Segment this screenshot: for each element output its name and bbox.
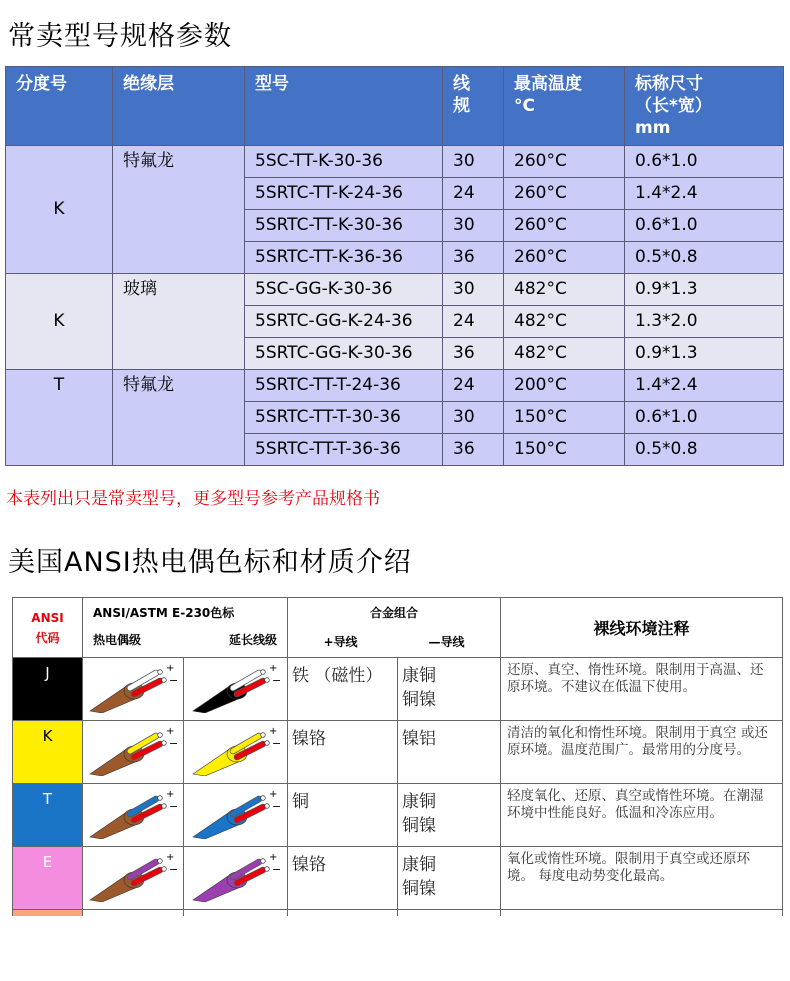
model-cell: 5SC-GG-K-30-36 — [245, 274, 443, 306]
grade-cell: K — [6, 274, 113, 370]
temp-cell: 150°C — [504, 434, 625, 466]
extension-grade-cell — [184, 784, 288, 847]
env-note-cell: 清洁的氧化和惰性环境。限制用于真空 或还原环境。温度范围广。最常用的分度号。 — [501, 721, 783, 784]
header-size — [625, 67, 784, 146]
header-size-line3: mm — [635, 118, 671, 138]
table-row — [6, 274, 784, 306]
cable-icon — [88, 787, 178, 839]
size-cell: 0.6*1.0 — [625, 210, 784, 242]
wire-tip-2 — [162, 867, 167, 872]
negative-lead-cell — [398, 658, 501, 721]
alloy-label: 合金组合 — [370, 606, 419, 620]
extension-grade-cell — [184, 721, 288, 784]
env-header: 裸线环境注释 — [501, 598, 783, 658]
cable-icon — [191, 724, 281, 776]
temp-cell: 260°C — [504, 178, 625, 210]
plus-sign: + — [166, 852, 175, 863]
size-cell: 0.9*1.3 — [625, 338, 784, 370]
thermocouple-grade-cell — [83, 658, 184, 721]
size-cell: 0.6*1.0 — [625, 402, 784, 434]
wire-tip-2 — [264, 741, 269, 746]
negative-lead-cell — [398, 847, 501, 910]
negative-lead-label: —导线 — [428, 635, 465, 649]
temp-cell: 150°C — [504, 402, 625, 434]
minus-sign: − — [271, 737, 281, 750]
ansi-code-cell: T — [13, 784, 83, 847]
insulation-cell: 玻璃 — [113, 274, 245, 370]
ansi-code-header-line1: ANSI — [31, 610, 64, 625]
negative-lead-alloy: 康铜 — [402, 792, 437, 812]
plus-sign: + — [268, 726, 277, 737]
gauge-cell: 36 — [443, 434, 504, 466]
plus-sign: + — [268, 852, 277, 863]
ansi-section-title: 美国ANSI热电偶色标和材质介绍 — [8, 547, 412, 578]
color-code-label: ANSI/ASTM E-230色标 — [93, 606, 235, 620]
wire-tip-2 — [264, 678, 269, 683]
header-size-line2: （长*宽） — [635, 96, 712, 116]
model-cell: 5SC-TT-K-30-36 — [245, 146, 443, 178]
negative-lead-alloy: 铜镍 — [402, 816, 437, 836]
wire-tip-1 — [158, 796, 163, 801]
positive-lead-cell: 镍铬 — [288, 847, 398, 910]
ansi-cut-row — [13, 910, 783, 916]
plus-sign: + — [166, 726, 175, 737]
wire-tip-2 — [162, 741, 167, 746]
spec-header-row — [6, 67, 784, 146]
model-cell: 5SRTC-GG-K-30-36 — [245, 338, 443, 370]
env-note-cell: 氧化或惰性环境。限制用于真空或还原环境。 每度电动势变化最高。 — [501, 847, 783, 910]
minus-sign: − — [169, 800, 178, 813]
grade-cell: T — [6, 370, 113, 466]
wire-tip-1 — [158, 670, 163, 675]
plus-sign: + — [166, 789, 175, 800]
thermocouple-grade-cell — [83, 784, 184, 847]
temp-cell: 482°C — [504, 338, 625, 370]
wire-tip-1 — [158, 859, 163, 864]
env-note-cell: 轻度氧化、还原、真空或惰性环境。在潮湿环境中性能良好。低温和冷冻应用。 — [501, 784, 783, 847]
gauge-cell: 30 — [443, 210, 504, 242]
gauge-cell: 24 — [443, 306, 504, 338]
temp-cell: 482°C — [504, 306, 625, 338]
header-temp-line2: °C — [514, 96, 535, 116]
ansi-row — [13, 784, 783, 847]
header-grade: 分度号 — [6, 67, 113, 146]
temp-cell: 260°C — [504, 210, 625, 242]
minus-sign: − — [169, 863, 178, 876]
ansi-table — [12, 597, 783, 916]
negative-lead-alloy: 镍铝 — [402, 729, 437, 749]
negative-lead-alloy: 康铜 — [402, 666, 437, 686]
cable-icon — [191, 787, 281, 839]
alloy-header — [288, 598, 501, 658]
negative-lead-cell — [398, 784, 501, 847]
minus-sign: − — [271, 863, 281, 876]
model-cell: 5SRTC-TT-T-36-36 — [245, 434, 443, 466]
negative-lead-alloy: 铜镍 — [402, 690, 437, 710]
wire-tip-2 — [264, 804, 269, 809]
model-cell: 5SRTC-TT-K-24-36 — [245, 178, 443, 210]
wire-tip-1 — [260, 796, 265, 801]
color-code-header — [83, 598, 288, 658]
ansi-code-header — [13, 598, 83, 658]
ansi-code-cell: E — [13, 847, 83, 910]
env-note-cell: 还原、真空、惰性环境。限制用于高温、还原环境。不建议在低温下使用。 — [501, 658, 783, 721]
model-cell: 5SRTC-TT-T-24-36 — [245, 370, 443, 402]
ansi-header-row — [13, 598, 783, 658]
temp-cell: 260°C — [504, 146, 625, 178]
minus-sign: − — [271, 674, 281, 687]
extension-grade-cell — [184, 847, 288, 910]
header-gauge-line2: 规 — [453, 96, 470, 116]
ansi-code-cell: K — [13, 721, 83, 784]
positive-lead-cell: 铜 — [288, 784, 398, 847]
wire-tip-2 — [264, 867, 269, 872]
size-cell: 0.5*0.8 — [625, 434, 784, 466]
grade-cell: K — [6, 146, 113, 274]
cable-icon — [88, 724, 178, 776]
header-temp-line1: 最高温度 — [514, 74, 582, 94]
wire-tip-1 — [260, 670, 265, 675]
gauge-cell: 24 — [443, 370, 504, 402]
minus-sign: − — [271, 800, 281, 813]
gauge-cell: 36 — [443, 338, 504, 370]
ansi-row — [13, 721, 783, 784]
header-temp — [504, 67, 625, 146]
plus-sign: + — [268, 789, 277, 800]
ansi-code-header-line2: 代码 — [35, 630, 60, 645]
cut-code-cell — [13, 910, 83, 916]
spec-section-title: 常卖型号规格参数 — [8, 21, 232, 52]
thermocouple-grade-cell — [83, 721, 184, 784]
positive-lead-cell: 铁 （磁性） — [288, 658, 398, 721]
header-gauge — [443, 67, 504, 146]
header-model: 型号 — [245, 67, 443, 146]
ansi-row — [13, 847, 783, 910]
extension-grade-label: 延长线级 — [229, 633, 278, 647]
plus-sign: + — [166, 663, 175, 674]
size-cell: 1.4*2.4 — [625, 370, 784, 402]
header-gauge-line1: 线 — [453, 74, 470, 94]
model-cell: 5SRTC-GG-K-24-36 — [245, 306, 443, 338]
minus-sign: − — [169, 674, 178, 687]
negative-lead-alloy: 铜镍 — [402, 879, 437, 899]
header-insulation: 绝缘层 — [113, 67, 245, 146]
temp-cell: 260°C — [504, 242, 625, 274]
temp-cell: 200°C — [504, 370, 625, 402]
gauge-cell: 24 — [443, 178, 504, 210]
gauge-cell: 30 — [443, 402, 504, 434]
stock-note: 本表列出只是常卖型号，更多型号参考产品规格书 — [6, 489, 380, 509]
gauge-cell: 30 — [443, 274, 504, 306]
cable-icon — [191, 661, 281, 713]
insulation-cell: 特氟龙 — [113, 370, 245, 466]
negative-lead-alloy: 康铜 — [402, 855, 437, 875]
model-cell: 5SRTC-TT-T-30-36 — [245, 402, 443, 434]
header-size-line1: 标称尺寸 — [635, 74, 703, 94]
thermocouple-grade-cell — [83, 847, 184, 910]
model-cell: 5SRTC-TT-K-36-36 — [245, 242, 443, 274]
size-cell: 1.3*2.0 — [625, 306, 784, 338]
thermocouple-grade-label: 热电偶级 — [93, 633, 142, 647]
gauge-cell: 30 — [443, 146, 504, 178]
extension-grade-cell — [184, 658, 288, 721]
table-row — [6, 146, 784, 178]
wire-tip-1 — [260, 859, 265, 864]
cable-icon — [88, 661, 178, 713]
cable-icon — [191, 850, 281, 902]
table-row — [6, 370, 784, 402]
size-cell: 0.9*1.3 — [625, 274, 784, 306]
wire-tip-2 — [162, 678, 167, 683]
negative-lead-cell — [398, 721, 501, 784]
model-cell: 5SRTC-TT-K-30-36 — [245, 210, 443, 242]
size-cell: 1.4*2.4 — [625, 178, 784, 210]
spec-table — [5, 66, 784, 466]
positive-lead-cell: 镍铬 — [288, 721, 398, 784]
temp-cell: 482°C — [504, 274, 625, 306]
minus-sign: − — [169, 737, 178, 750]
size-cell: 0.6*1.0 — [625, 146, 784, 178]
ansi-code-cell: J — [13, 658, 83, 721]
gauge-cell: 36 — [443, 242, 504, 274]
wire-tip-1 — [260, 733, 265, 738]
plus-sign: + — [268, 663, 277, 674]
wire-tip-1 — [158, 733, 163, 738]
size-cell: 0.5*0.8 — [625, 242, 784, 274]
insulation-cell: 特氟龙 — [113, 146, 245, 274]
wire-tip-2 — [162, 804, 167, 809]
ansi-row — [13, 658, 783, 721]
cable-icon — [88, 850, 178, 902]
positive-lead-label: +导线 — [323, 635, 358, 649]
